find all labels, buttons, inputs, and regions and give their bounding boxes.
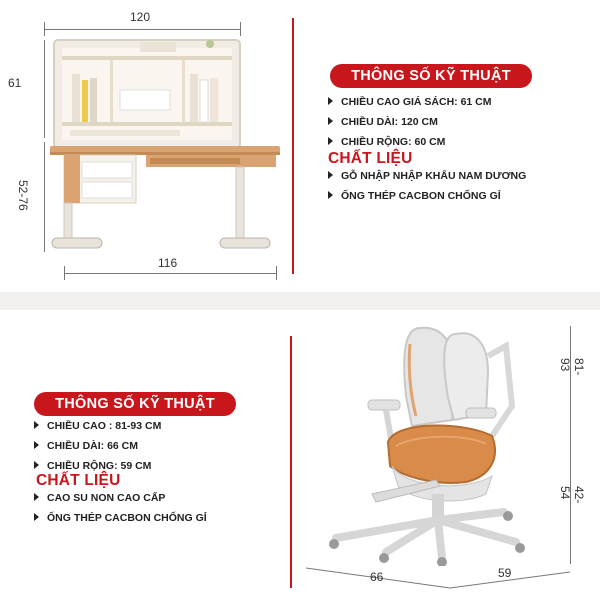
desk-width-top-label: 120 <box>130 10 151 24</box>
chair-material-list <box>34 488 207 528</box>
chair-floor-dimension-lines <box>300 562 590 592</box>
chair-height-total-label: 81-93 <box>558 358 586 376</box>
chair-spec-list <box>34 416 161 476</box>
desk-spec-item: CHIỀU CAO GIÁ SÁCH: 61 CM <box>328 92 492 112</box>
desk-height-label: 52-76 <box>16 180 30 211</box>
arrow-right-icon <box>328 117 333 125</box>
arrow-right-icon <box>328 137 333 145</box>
arrow-right-icon <box>328 191 333 199</box>
arrow-right-icon <box>34 493 39 501</box>
chair-spec-item: CHIỀU RỘNG: 59 CM <box>34 456 161 476</box>
desk-spec-title: THÔNG SỐ KỸ THUẬT <box>330 64 532 88</box>
desk-spec-item: CHIỀU RỘNG: 60 CM <box>328 132 492 152</box>
arrow-right-icon <box>34 513 39 521</box>
chair-depth-label: 66 <box>370 570 384 584</box>
chair-height-seat-line <box>570 450 571 564</box>
chair-material-title: CHẤT LIỆU <box>36 472 121 489</box>
chair-width-label: 59 <box>498 566 512 580</box>
desk-width-bottom-tick-left <box>64 266 65 280</box>
arrow-right-icon <box>328 171 333 179</box>
chair-spec-item: CHIỀU CAO : 81-93 CM <box>34 416 161 436</box>
desk-width-top-line <box>44 29 240 30</box>
desk-divider <box>292 18 294 274</box>
arrow-right-icon <box>34 461 39 469</box>
chair-material-item: CAO SU NON CAO CẤP <box>34 488 207 508</box>
chair-material-item: ỐNG THÉP CACBON CHỐNG GỈ <box>34 508 207 528</box>
desk-card <box>0 0 600 292</box>
desk-width-bottom-line <box>64 273 276 274</box>
desk-width-bottom-label: 116 <box>158 256 178 270</box>
arrow-right-icon <box>34 441 39 449</box>
chair-card <box>0 310 600 600</box>
desk-shelf-height-label: 61 <box>8 76 22 90</box>
desk-material-title: CHẤT LIỆU <box>328 150 413 167</box>
arrow-right-icon <box>328 97 333 105</box>
desk-material-item: ỐNG THÉP CACBON CHỐNG GỈ <box>328 186 526 206</box>
desk-spec-list <box>328 92 492 152</box>
desk-width-top-tick-left <box>44 22 45 36</box>
desk-material-list <box>328 166 526 206</box>
desk-spec-item: CHIỀU DÀI: 120 CM <box>328 112 492 132</box>
desk-width-bottom-tick-right <box>276 266 277 280</box>
chair-height-seat-label: 42-54 <box>558 486 586 504</box>
desk-shelf-height-line <box>44 40 45 138</box>
arrow-right-icon <box>34 421 39 429</box>
desk-height-line <box>44 142 45 252</box>
desk-material-item: GỖ NHẬP NHẬP KHẨU NAM DƯƠNG <box>328 166 526 186</box>
chair-spec-title: THÔNG SỐ KỸ THUẬT <box>34 392 236 416</box>
chair-illustration <box>316 316 552 566</box>
chair-spec-item: CHIỀU DÀI: 66 CM <box>34 436 161 456</box>
desk-illustration <box>50 34 290 256</box>
chair-divider <box>290 336 292 588</box>
